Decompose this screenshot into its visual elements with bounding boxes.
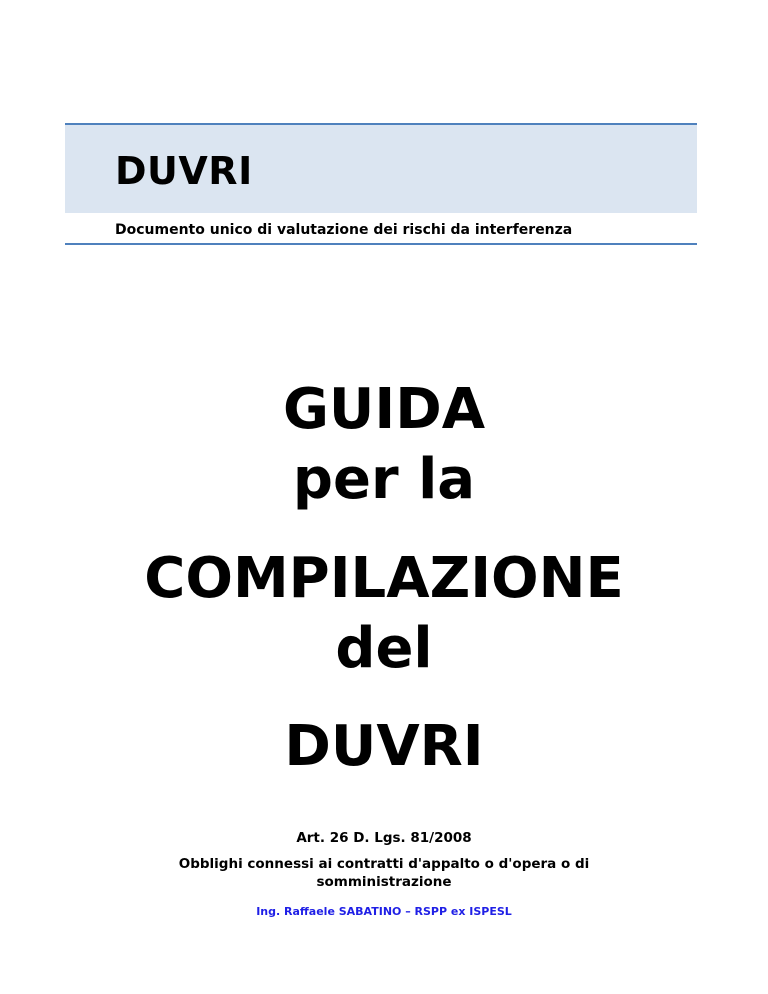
legal-reference: Art. 26 D. Lgs. 81/2008	[296, 830, 472, 846]
main-title-line-2: per la	[292, 447, 476, 512]
main-title-line-5: DUVRI	[284, 714, 484, 779]
obligations-line-2: somministrazione	[316, 874, 452, 890]
author-credit: Ing. Raffaele SABATINO – RSPP ex ISPESL	[256, 905, 512, 918]
obligations-line-1: Obblighi connessi ai contratti d'appalto o d'opera o di	[178, 856, 590, 872]
document-acronym: DUVRI	[115, 149, 253, 193]
header-band	[65, 123, 697, 213]
main-title-line-4: del	[335, 616, 433, 681]
document-subtitle: Documento unico di valutazione dei rischi da interferenza	[115, 222, 573, 238]
header-divider	[65, 243, 697, 245]
main-title-line-1: GUIDA	[282, 377, 486, 442]
main-title-line-3: COMPILAZIONE	[144, 546, 624, 611]
